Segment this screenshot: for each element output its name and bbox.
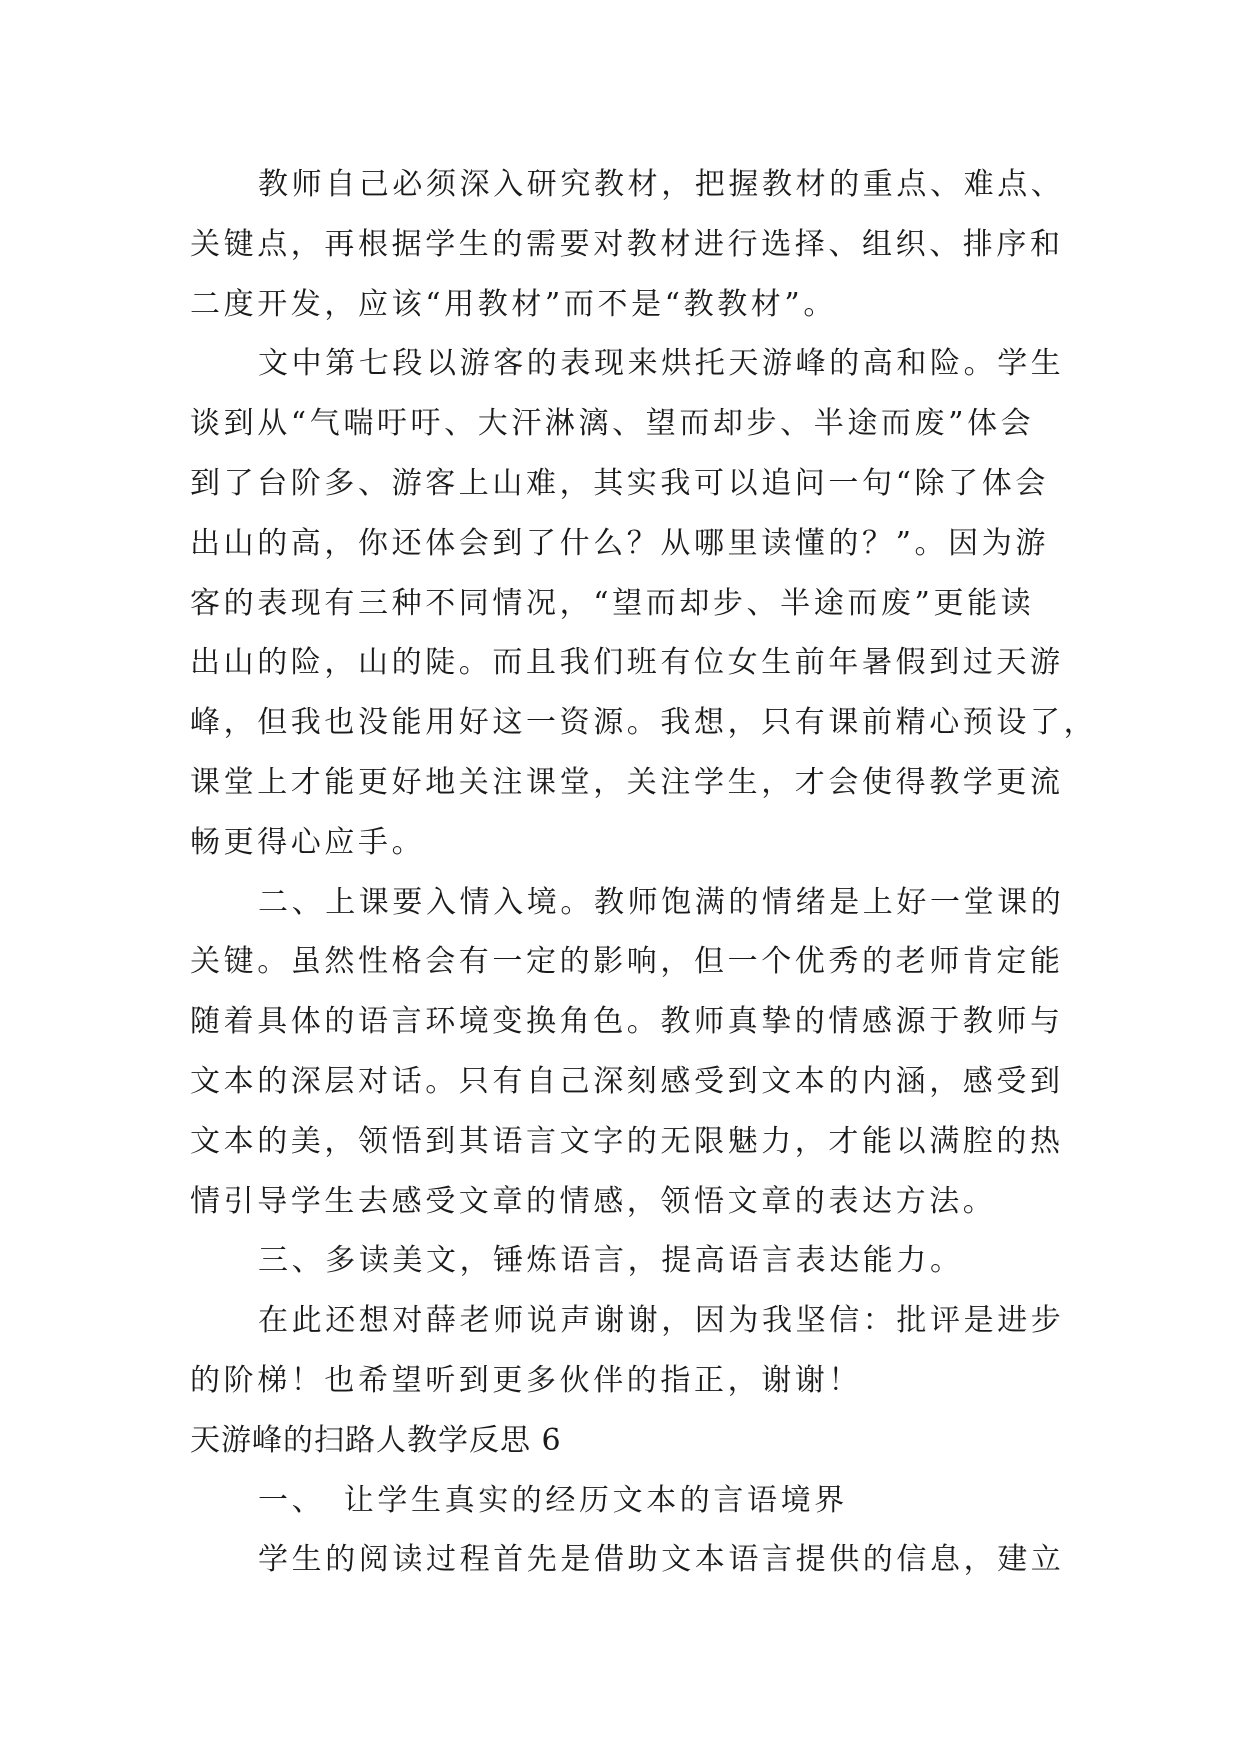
paragraph-line: 二、上课要入情入境。教师饱满的情绪是上好一堂课的	[258, 884, 1065, 920]
paragraph-line: 到了台阶多、游客上山难，其实我可以追问一句“除了体会	[190, 465, 1049, 501]
paragraph-line: 畅更得心应手。	[190, 824, 426, 860]
paragraph-line: 文本的美，领悟到其语言文字的无限魅力，才能以满腔的热	[190, 1123, 1064, 1159]
paragraph-line: 文中第七段以游客的表现来烘托天游峰的高和险。学生	[258, 346, 1065, 382]
paragraph-line: 的阶梯！也希望听到更多伙伴的指正，谢谢！	[190, 1362, 862, 1398]
paragraph-line: 教师自己必须深入研究教材，把握教材的重点、难点、	[258, 167, 1065, 202]
paragraph-line: 出山的险，山的陡。而且我们班有位女生前年暑假到过天游	[190, 645, 1064, 681]
paragraph-line: 学生的阅读过程首先是借助文本语言提供的信息，建立	[258, 1542, 1065, 1578]
paragraph-line: 关键点，再根据学生的需要对教材进行选择、组织、排序和	[190, 226, 1064, 262]
paragraph-line: 一、 让学生真实的经历文本的言语境界	[258, 1482, 848, 1518]
paragraph-line: 在此还想对薛老师说声谢谢，因为我坚信：批评是进步	[258, 1303, 1065, 1339]
paragraph-line: 课堂上才能更好地关注课堂，关注学生，才会使得教学更流	[190, 764, 1064, 800]
paragraph-line: 文本的深层对话。只有自己深刻感受到文本的内涵，感受到	[190, 1063, 1064, 1099]
paragraph-line: 峰，但我也没能用好这一资源。我想，只有课前精心预设了，	[190, 705, 1098, 741]
paragraph-line: 三、多读美文，锤炼语言，提高语言表达能力。	[258, 1243, 964, 1279]
paragraph-line: 客的表现有三种不同情况，“望而却步、半途而废”更能读	[190, 585, 1035, 621]
document-body	[190, 155, 1098, 1590]
paragraph-line: 情引导学生去感受文章的情感，领悟文章的表达方法。	[190, 1183, 997, 1219]
section-heading: 天游峰的扫路人教学反思 6	[190, 1422, 562, 1458]
paragraph-line: 随着具体的语言环境变换角色。教师真挚的情感源于教师与	[190, 1004, 1064, 1040]
paragraph-line: 出山的高，你还体会到了什么？从哪里读懂的？”。因为游	[190, 525, 1049, 561]
paragraph-line: 关键。虽然性格会有一定的影响，但一个优秀的老师肯定能	[190, 944, 1064, 980]
paragraph-line: 谈到从“气喘吁吁、大汗淋漓、望而却步、半途而废”体会	[190, 406, 1035, 442]
paragraph-line: 二度开发，应该“用教材”而不是“教教材”。	[190, 286, 837, 322]
